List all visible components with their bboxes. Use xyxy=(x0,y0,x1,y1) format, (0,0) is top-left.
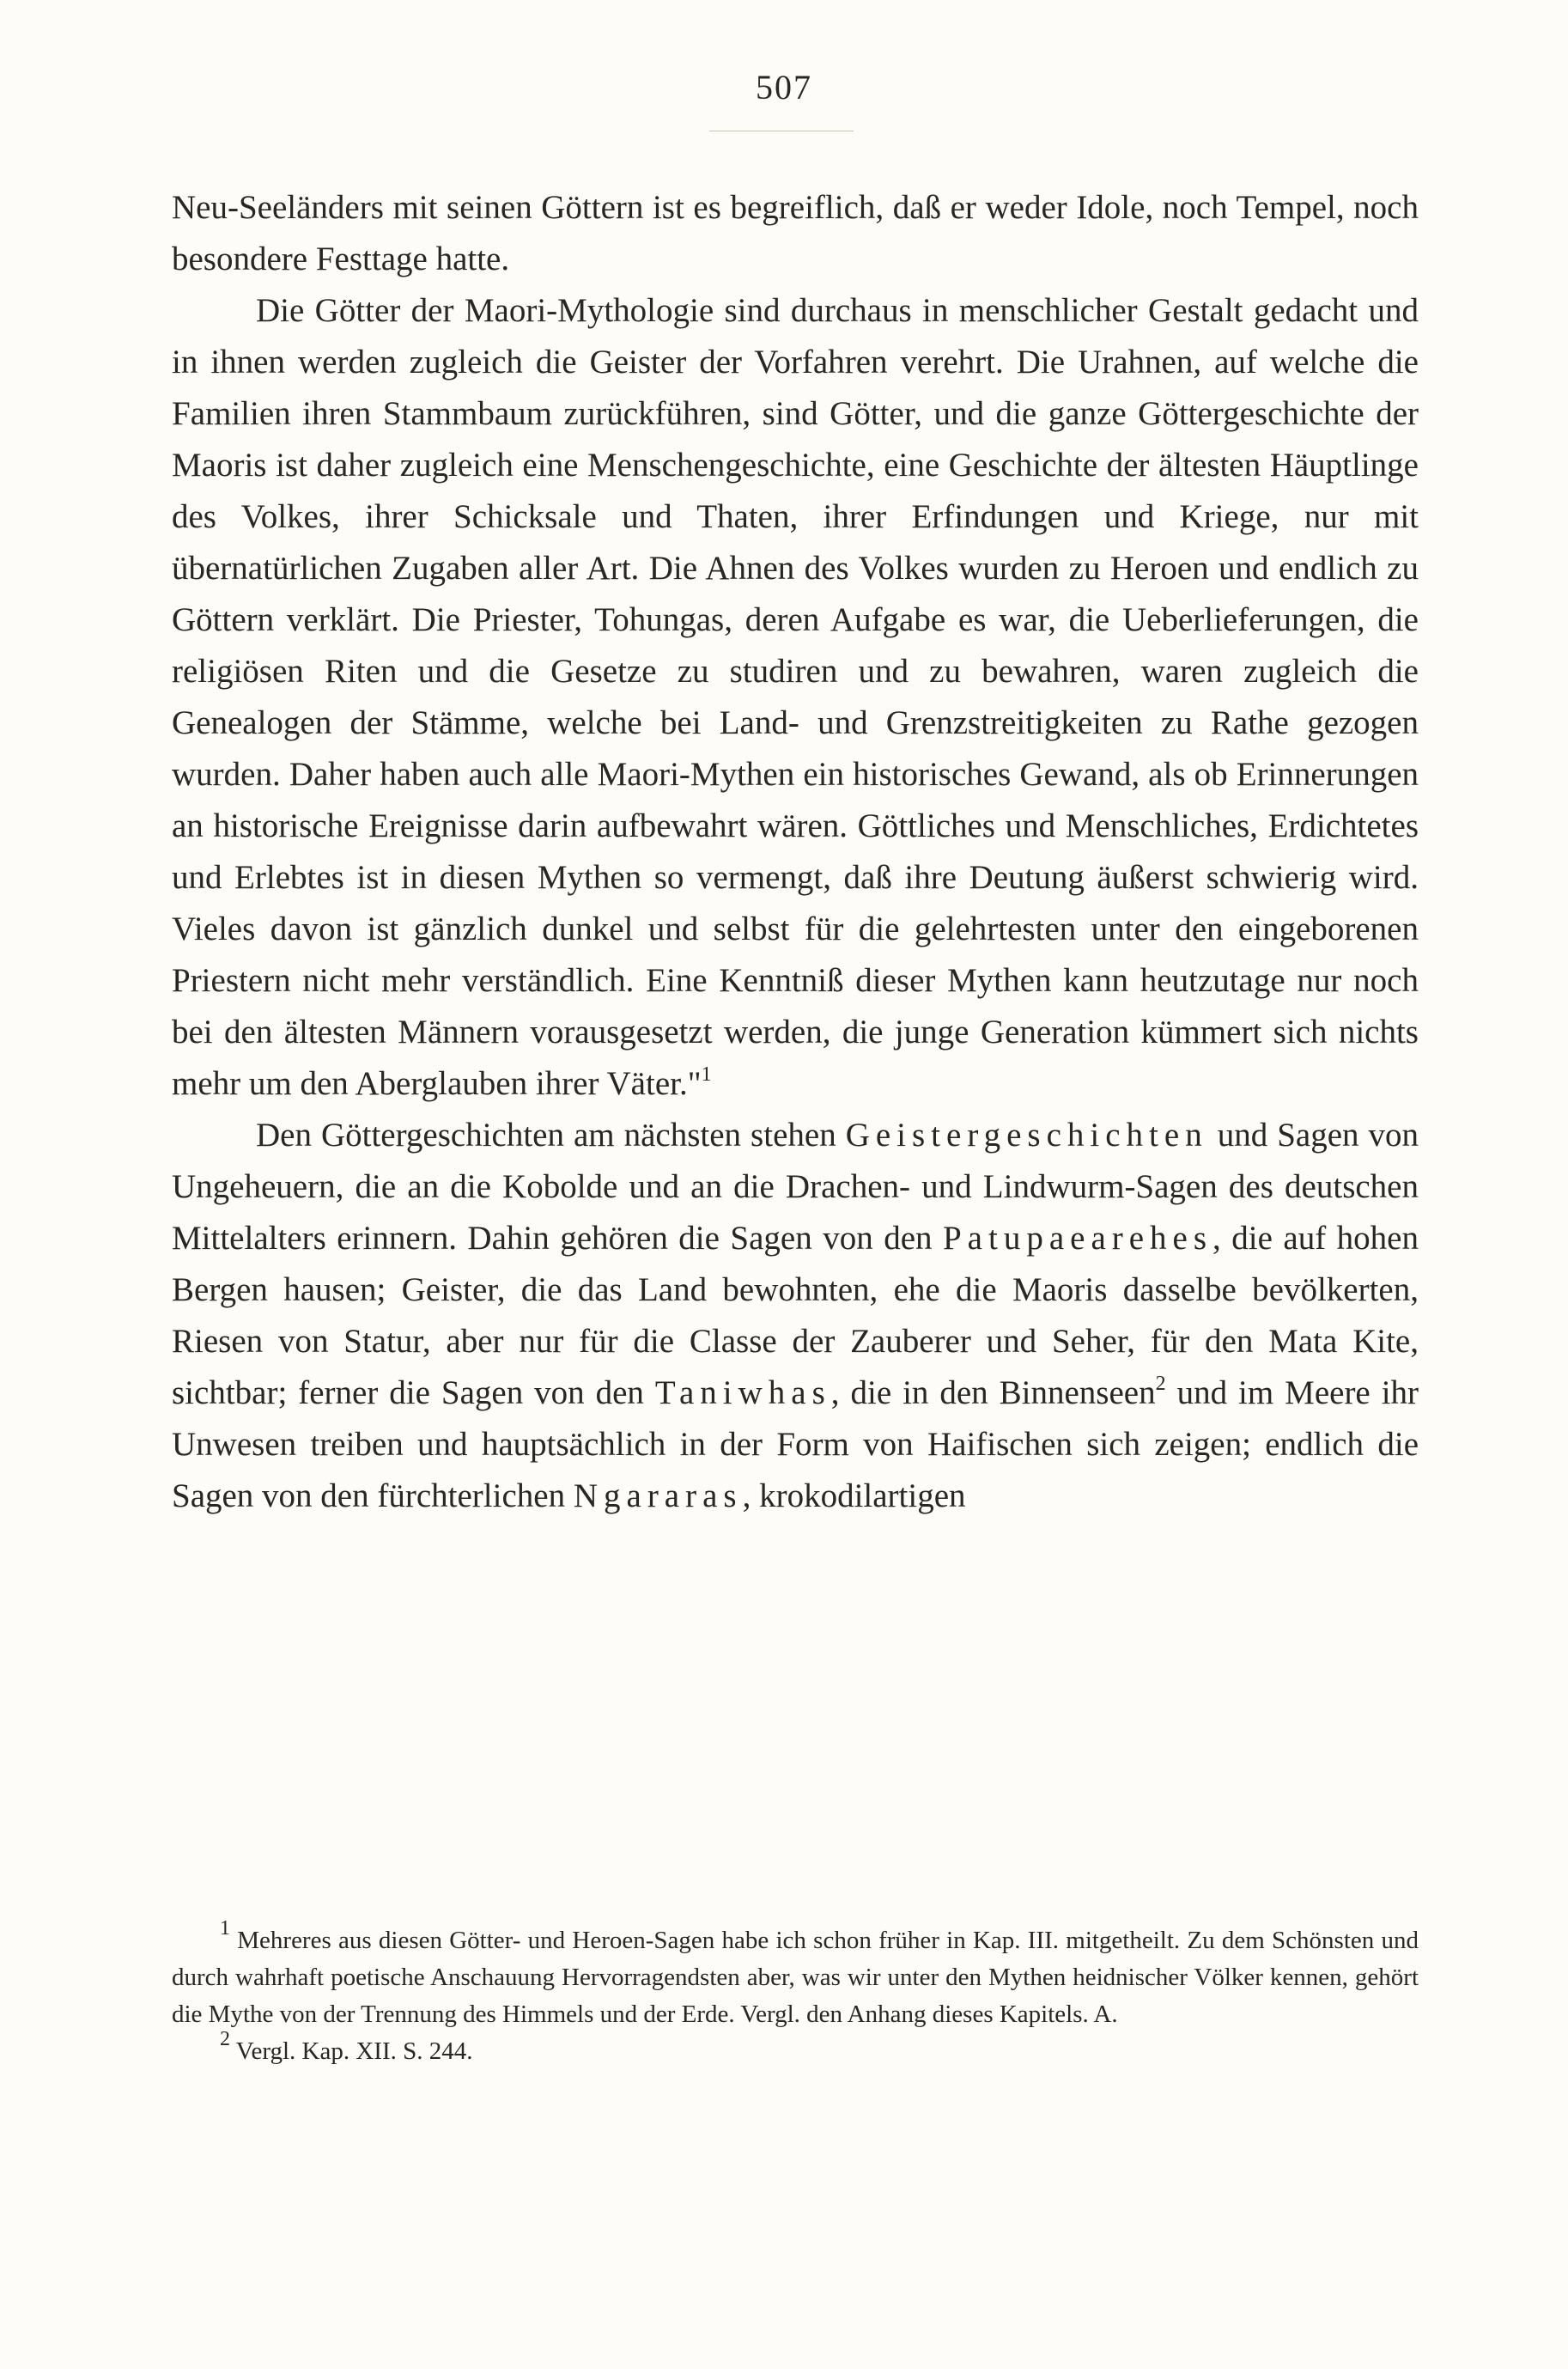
emphasized-term: Taniwhas xyxy=(654,1374,831,1411)
text-run: , die in den Binnenseen xyxy=(830,1374,1156,1411)
footnote-mark: 2 xyxy=(220,2028,230,2050)
footnote-text: Mehreres aus diesen Götter- und Heroen-Sagen habe ich schon früher in Kap. III. mitgetheilt. Zu dem Schönsten und durch wahrhaft poetische Anschauung Hervorragendsten aber, was wir unter den Mythen heidnischer Völker kennen, gehört die Mythe von der Trennung des Himmels und der Erde. Vergl. den Anhang dieses Kapitels. A. xyxy=(172,1927,1419,2028)
text-run: Neu-Seeländers mit seinen Göttern ist es begreiflich, daß er weder Idole, noch Tempel, noch besondere Festtage hatte. xyxy=(172,189,1419,277)
body-text xyxy=(172,182,1419,1522)
footnote-reference: 1 xyxy=(701,1063,712,1086)
text-run: , die auf hohen Bergen hausen; Geister, die das Land bewohnten, ehe die Maoris dasselbe bevölkerten, Riesen von Statur, aber nur für die Classe der Zauberer und Seher, für den Mata Kite, sichtbar; ferner die Sagen von den xyxy=(172,1220,1419,1411)
text-run: Den Göttergeschichten am nächsten stehen xyxy=(256,1117,846,1154)
emphasized-term: Ngararas xyxy=(573,1477,743,1514)
footnotes xyxy=(172,1917,1419,2070)
text-run: Die Götter der Maori-Mythologie sind durchaus in menschlicher Gestalt gedacht und in ihnen werden zugleich die Geister der Vorfahren verehrt. Die Urahnen, auf welche die Familien ihren Stammbaum zurückführen, sind Götter, und die ganze Göttergeschichte der Maoris ist daher zugleich eine Menschengeschichte, eine Geschichte der ältesten Häuptlinge des Volkes, ihrer Schicksale und Thaten, ihrer Erfindungen und Kriege, nur mit übernatürlichen Zugaben aller Art. Die Ahnen des Volkes wurden zu Heroen und endlich zu Göttern verklärt. Die Priester, Tohungas, deren Aufgabe es war, die Ueberlieferungen, die religiösen Riten und die Gesetze zu studiren und zu bewahren, waren zugleich die Genealogen der Stämme, welche bei Land- und Grenzstreitigkeiten zu Rathe gezogen wurden. Daher haben auch alle Maori-Mythen ein historisches Gewand, als ob Erinnerungen an historische Ereignisse darin aufbewahrt wären. Göttliches und Menschliches, Erdichtetes und Erlebtes ist in diesen Mythen so vermengt, daß ihre Deutung äußerst schwierig wird. Vieles davon ist gänzlich dunkel und selbst für die gelehrtesten unter den eingeborenen Priestern nicht mehr verständlich. Eine Kenntniß dieser Mythen kann heutzutage nur noch bei den ältesten Männern vorausgesetzt werden, die junge Generation kümmert sich nichts mehr um den Aberglauben ihrer Väter." xyxy=(172,292,1419,1102)
footnote-reference: 2 xyxy=(1155,1373,1166,1395)
text-run: und im Meere ihr Unwesen treiben und hauptsächlich in der Form von Haifischen sich zeigen; endlich die Sagen von den fürchterlichen xyxy=(172,1374,1419,1514)
emphasized-term: Geistergeschichten xyxy=(845,1117,1208,1154)
footnote-mark: 1 xyxy=(220,1917,230,1940)
emphasized-term: Patupaearehes xyxy=(942,1220,1213,1257)
text-run: , krokodilartigen xyxy=(742,1477,966,1514)
footnote-text: Vergl. Kap. XII. S. 244. xyxy=(235,2037,473,2065)
footnote xyxy=(172,1917,1419,2033)
text-run: und Sagen von Ungeheuern, die an die Kobolde und an die Drachen- und Lindwurm-Sagen des deutschen Mittelalters erinnern. Dahin gehören die Sagen von den xyxy=(172,1117,1419,1257)
paragraph xyxy=(172,182,1419,285)
page-number: 507 xyxy=(756,68,812,107)
paragraph xyxy=(172,285,1419,1110)
paragraph xyxy=(172,1110,1419,1522)
footnote xyxy=(172,2028,1419,2070)
